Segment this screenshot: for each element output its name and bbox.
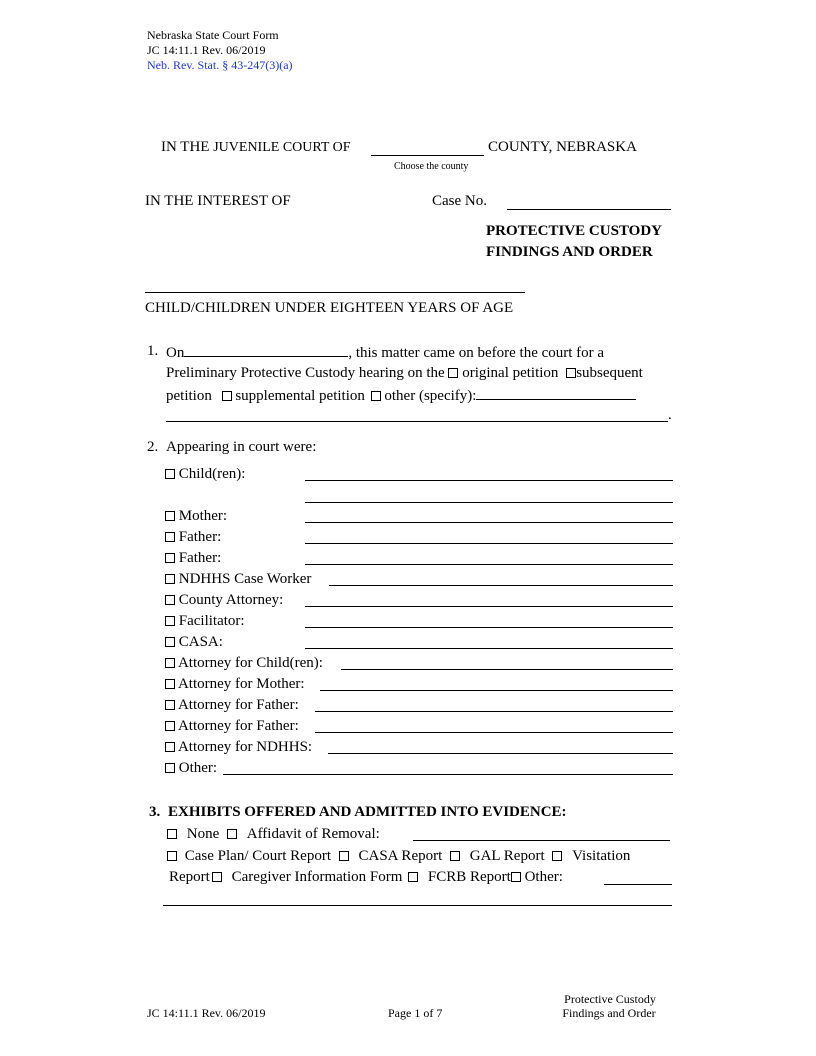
none-checkbox[interactable] [167, 829, 177, 839]
county-suffix: COUNTY, NEBRASKA [488, 139, 637, 155]
footer-form-id: JC 14:11.1 Rev. 06/2019 [147, 1006, 266, 1020]
casa-report-label: CASA Report [358, 848, 443, 864]
item1-text2: Preliminary Protective Custody hearing on the [166, 365, 445, 381]
party-name-field[interactable] [305, 543, 673, 544]
other-specify-field[interactable] [476, 386, 636, 400]
party-name-field[interactable] [305, 522, 673, 523]
party-row [165, 466, 245, 483]
party-label: Attorney for Mother: [177, 676, 305, 692]
party-checkbox[interactable] [165, 742, 175, 752]
party-label: Attorney for Father: [177, 718, 299, 734]
order-title-line2: FINDINGS AND ORDER [486, 244, 653, 260]
footer-title-line2: Findings and Order [562, 1006, 656, 1020]
fcrb-label: FCRB Report [427, 869, 511, 885]
other-specify-field-line2[interactable] [166, 421, 668, 422]
other-exhibit-field-line2[interactable] [163, 905, 672, 906]
item1-text1: , this matter came on before the court for a [348, 345, 605, 361]
party-checkbox[interactable] [165, 553, 175, 563]
party-checkbox[interactable] [165, 763, 175, 773]
item1-number: 1. [147, 343, 159, 359]
party-row [165, 697, 299, 714]
interest-of-label: IN THE INTEREST OF [145, 193, 291, 209]
exhibits-line1 [167, 826, 380, 843]
children-label: CHILD/CHILDREN UNDER EIGHTEEN YEARS OF AGE [145, 300, 514, 316]
item2-heading: Appearing in court were: [166, 439, 317, 455]
caregiver-checkbox[interactable] [212, 872, 222, 882]
party-label: Mother: [178, 508, 228, 524]
party-checkbox[interactable] [165, 532, 175, 542]
item3-heading: EXHIBITS OFFERED AND ADMITTED INTO EVIDENCE: [168, 804, 567, 820]
party-row [165, 760, 217, 777]
party-checkbox[interactable] [165, 637, 175, 647]
party-name-field[interactable] [315, 732, 673, 733]
party-row [165, 592, 283, 609]
form-id: JC 14:11.1 Rev. 06/2019 [147, 43, 266, 57]
other-specify-label: other (specify): [384, 388, 477, 404]
supplemental-petition-checkbox[interactable] [222, 391, 232, 401]
original-petition-label: original petition [462, 365, 559, 381]
visitation-label: Visitation [572, 848, 631, 864]
other-exhibit-label: Other: [524, 869, 563, 885]
affidavit-label: Affidavit of Removal: [246, 826, 380, 842]
party-name-field[interactable] [329, 585, 673, 586]
party-label: Facilitator: [178, 613, 245, 629]
none-label: None [186, 826, 220, 842]
party-name-field[interactable] [305, 627, 673, 628]
party-name-field[interactable] [320, 690, 673, 691]
item1-on: On [166, 345, 185, 361]
page-number: Page 1 of 7 [388, 1006, 443, 1020]
party-checkbox[interactable] [165, 679, 175, 689]
order-title-line1: PROTECTIVE CUSTODY [486, 223, 663, 239]
party-name-field[interactable] [305, 564, 673, 565]
party-row [165, 529, 221, 546]
footer-title-line1: Protective Custody [564, 992, 656, 1006]
party-label: Attorney for Child(ren): [177, 655, 323, 671]
party-row [165, 508, 227, 525]
party-name-field[interactable] [305, 480, 673, 481]
party-name-field[interactable] [328, 753, 673, 754]
party-row [165, 634, 223, 651]
caregiver-label: Caregiver Information Form [231, 869, 403, 885]
case-plan-checkbox[interactable] [167, 851, 177, 861]
party-row [165, 676, 305, 693]
item1-period: . [668, 407, 672, 423]
party-checkbox[interactable] [165, 700, 175, 710]
court-type: JUVENILE COURT OF [213, 140, 351, 155]
other-petition-checkbox[interactable] [371, 391, 381, 401]
party-row [165, 550, 221, 567]
party-label: Attorney for NDHHS: [177, 739, 313, 755]
party-label: Attorney for Father: [177, 697, 299, 713]
form-source: Nebraska State Court Form [147, 28, 279, 42]
party-name-field[interactable] [341, 669, 673, 670]
fcrb-checkbox[interactable] [408, 872, 418, 882]
petition-label: petition [166, 388, 212, 404]
supplemental-label: supplemental petition [235, 388, 365, 404]
party-name-field[interactable] [223, 774, 673, 775]
item1-line3 [166, 386, 636, 405]
item1-line2 [166, 365, 643, 382]
hearing-date-field[interactable] [184, 343, 348, 357]
gal-report-label: GAL Report [469, 848, 545, 864]
report-label: Report [169, 869, 210, 885]
party-checkbox[interactable] [165, 616, 175, 626]
county-field[interactable] [371, 142, 484, 156]
party-label: Father: [178, 529, 222, 545]
case-no-field[interactable] [507, 196, 671, 210]
visitation-checkbox[interactable] [552, 851, 562, 861]
other-exhibit-field[interactable] [604, 884, 672, 885]
party-name-field[interactable] [305, 606, 673, 607]
court-heading [161, 139, 351, 156]
party-checkbox[interactable] [165, 469, 175, 479]
affidavit-field[interactable] [413, 840, 670, 841]
party-checkbox[interactable] [165, 721, 175, 731]
subsequent-label: subsequent [576, 365, 643, 381]
party-name-field[interactable] [305, 502, 673, 503]
party-checkbox[interactable] [165, 658, 175, 668]
other-exhibit-checkbox[interactable] [511, 872, 521, 882]
original-petition-checkbox[interactable] [448, 368, 458, 378]
party-checkbox[interactable] [165, 574, 175, 584]
item2-number: 2. [147, 439, 159, 455]
party-label: Child(ren): [178, 466, 246, 482]
item3-number: 3. [149, 804, 161, 820]
party-row [165, 571, 311, 588]
subsequent-petition-checkbox[interactable] [566, 368, 576, 378]
party-name-field[interactable] [305, 648, 673, 649]
party-label: CASA: [178, 634, 223, 650]
party-name-field[interactable] [315, 711, 673, 712]
affidavit-checkbox[interactable] [227, 829, 237, 839]
statute-link[interactable]: Neb. Rev. Stat. § 43-247(3)(a) [147, 58, 293, 72]
casa-report-checkbox[interactable] [339, 851, 349, 861]
exhibits-line2 [167, 848, 630, 865]
party-checkbox[interactable] [165, 595, 175, 605]
party-row [165, 718, 299, 735]
item1-line1 [166, 343, 604, 362]
child-name-field[interactable] [145, 292, 525, 293]
in-the-label: IN THE [161, 139, 210, 155]
party-label: Other: [178, 760, 218, 776]
exhibits-line3 [169, 869, 563, 886]
party-label: County Attorney: [178, 592, 284, 608]
party-row [165, 655, 323, 672]
party-row [165, 613, 245, 630]
party-row [165, 739, 312, 756]
county-hint: Choose the county [394, 161, 469, 172]
party-checkbox[interactable] [165, 511, 175, 521]
party-label: Father: [178, 550, 222, 566]
party-label: NDHHS Case Worker [178, 571, 312, 587]
case-plan-label: Case Plan/ Court Report [184, 848, 331, 864]
gal-report-checkbox[interactable] [450, 851, 460, 861]
case-no-label: Case No. [432, 193, 487, 209]
